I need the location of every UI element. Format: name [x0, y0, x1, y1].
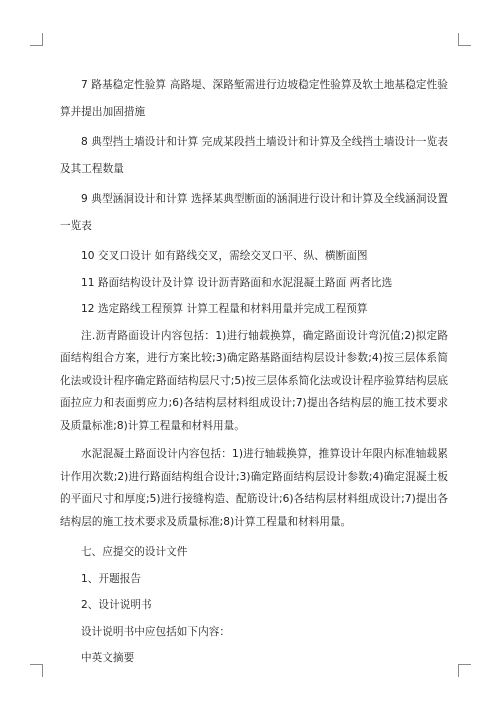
paragraph-item-10: 10 交叉口设计 如有路线交叉，需绘交叉口平、纵、横断面图: [81, 250, 368, 262]
crop-mark-top-left: [30, 33, 43, 46]
paragraph-concrete-note: 水泥混凝土路面设计内容包括：1)进行轴载换算，推算设计年限内标准轴载累计作用次数;2)进行路面结构组合设计;3)确定路面结构层设计参数;4)确定混凝土板的平面尺寸和厚度;5)进行接缝构造、配筋设计;6)各结构层材料组成设计;7)提出各结构层的施工技术要求及质量标准;8)计算工程量和材料用量。: [60, 448, 448, 528]
paragraph-manual-contents-intro: 设计说明书中应包括如下内容：: [81, 625, 231, 638]
crop-mark-bottom-right: [458, 664, 471, 677]
paragraph-item-8: 8 典型挡土墙设计和计算 完成某段挡土墙设计和计算及全线挡土墙设计一览表及其工程数量: [60, 136, 448, 175]
section-heading-submission-files: 七、应提交的设计文件: [81, 546, 188, 558]
paragraph-abstract-heading: 中英文摘要: [81, 652, 135, 664]
paragraph-item-11: 11 路面结构设计及计算 设计沥青路面和水泥混凝土路面 两者比选: [81, 276, 393, 289]
list-item-design-manual: 2、设计说明书: [81, 599, 152, 611]
paragraph-item-12: 12 选定路线工程预算 计算工程量和材料用量并完成工程预算: [81, 303, 368, 315]
paragraph-item-9: 9 典型涵洞设计和计算 选择某典型断面的涵洞进行设计和计算及全线涵洞设置一览表: [60, 193, 448, 232]
crop-mark-top-right: [458, 33, 471, 46]
crop-mark-bottom-left: [30, 664, 43, 677]
paragraph-asphalt-note: 注.沥青路面设计内容包括：1)进行轴载换算，确定路面设计弯沉值;2)拟定路面结构组合方案，进行方案比较;3)确定路基路面结构层设计参数;4)按三层体系简化法或设计程序确定路面结构层尺寸;5)按三层体系简化法或设计程序验算结构层底面拉应力和表面剪应力;6)各结构层材料组成设计;7)提出各结构层的施工技术要求及质量标准;8)计算工程量和材料用量。: [60, 329, 448, 432]
document-body: [60, 72, 448, 672]
paragraph-item-7: 7 路基稳定性验算 高路堤、深路堑需进行边坡稳定性验算及软土地基稳定性验算并提出加固措施: [60, 79, 448, 118]
list-item-opening-report: 1、开题报告: [81, 572, 142, 585]
